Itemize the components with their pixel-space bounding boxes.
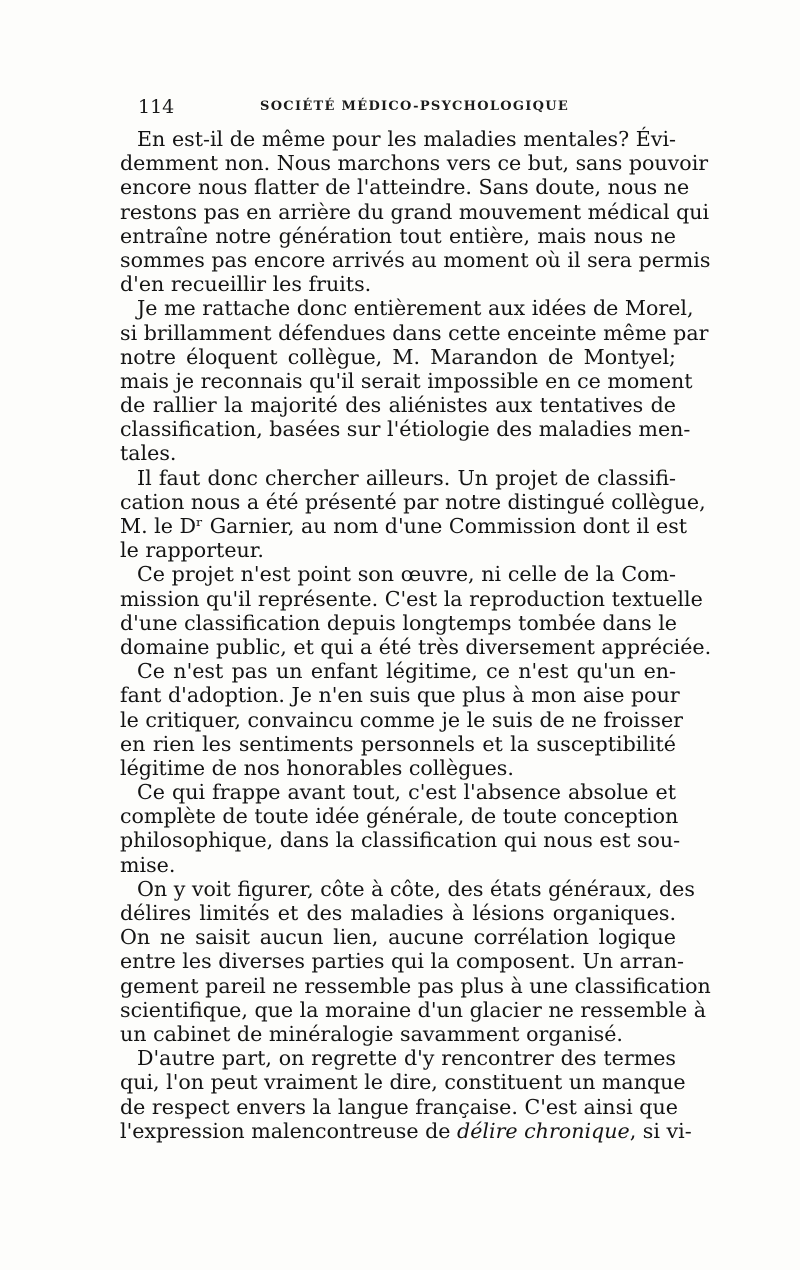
text-line: philosophique, dans la classification qui nous est sou- — [120, 828, 681, 853]
page-header — [120, 96, 680, 122]
text-line: d'une classification depuis longtemps tombée dans le — [120, 610, 677, 635]
page-number: 114 — [138, 96, 175, 118]
text-line: entraîne notre génération tout entière, mais nous ne — [120, 223, 676, 248]
text-line: demment non. Nous marchons vers ce but, sans pouvoir — [120, 151, 709, 176]
text-line: cation nous a été présenté par notre distingué collègue, — [120, 489, 706, 514]
text-line: complète de toute idée générale, de toute conception — [120, 804, 679, 829]
text-line: mission qu'il représente. C'est la reproduction textuelle — [120, 586, 703, 611]
text-line: classification, basées sur l'étiologie des maladies men- — [120, 417, 691, 442]
text-line: Ce qui frappe avant tout, c'est l'absence absolue et — [137, 780, 676, 805]
body-text — [120, 127, 712, 1143]
text-line: Ce n'est pas un enfant légitime, ce n'est qu'un en- — [137, 659, 676, 684]
text-line: Il faut donc chercher ailleurs. Un projet de classifi- — [137, 465, 676, 490]
text-line: Ce projet n'est point son œuvre, ni celle de la Com- — [137, 562, 676, 587]
text-line: en rien les sentiments personnels et la susceptibilité — [120, 731, 676, 756]
text-line: le critiquer, convaincu comme je le suis de ne froisser — [120, 707, 683, 732]
text-line: de rallier la majorité des aliénistes aux tentatives de — [120, 393, 676, 418]
text-line: si brillamment défendues dans cette enceinte même par — [120, 320, 709, 345]
text-line: qui, l'on peut vraiment le dire, constituent un manque — [120, 1070, 686, 1095]
running-head: SOCIÉTÉ MÉDICO-PSYCHOLOGIQUE — [260, 99, 570, 114]
text-line: mais je reconnais qu'il serait impossible en ce moment — [120, 368, 693, 393]
text-line: Je me rattache donc entièrement aux idées de Morel, — [137, 296, 694, 321]
text-line: notre éloquent collègue, M. Marandon de Montyel; — [120, 344, 676, 369]
text-line: M. le Dʳ Garnier, au nom d'une Commission dont il est — [120, 514, 688, 538]
text-line: fant d'adoption. Je n'en suis que plus à mon aise pour — [120, 683, 680, 708]
text-line: scientifique, que la moraine d'un glacier ne ressemble à — [120, 997, 707, 1022]
text-line: légitime de nos honorables collègues. — [120, 755, 514, 780]
text-line: un cabinet de minéralogie savamment organisé. — [120, 1021, 623, 1046]
text-line: le rapporteur. — [120, 538, 264, 563]
text-line: restons pas en arrière du grand mouvement médical qui — [120, 199, 710, 224]
text-line: de respect envers la langue française. C'est ainsi que — [120, 1094, 678, 1119]
text-line: encore nous flatter de l'atteindre. Sans doute, nous ne — [120, 175, 690, 200]
text-line: mise. — [120, 852, 176, 877]
text-line: tales. — [120, 441, 177, 466]
text-line: entre les diverses parties qui la composent. Un arran- — [120, 949, 685, 974]
text-line: d'en recueillir les fruits. — [120, 272, 372, 297]
text-line-last: l'expression malencontreuse de délire chronique, si vi- — [120, 1118, 692, 1143]
text-line: On ne saisit aucun lien, aucune corrélation logique — [120, 925, 676, 950]
text-line: sommes pas encore arrivés au moment où il sera permis — [120, 247, 711, 272]
text-line: gement pareil ne ressemble pas plus à une classification — [120, 973, 711, 998]
italic-term: délire chronique — [457, 1118, 630, 1143]
text-line: domaine public, et qui a été très diversement appréciée. — [120, 634, 712, 659]
text-line: On y voit figurer, côte à côte, des états généraux, des — [137, 876, 695, 901]
text-line: D'autre part, on regrette d'y rencontrer des termes — [137, 1046, 676, 1071]
text-line: délires limités et des maladies à lésions organiques. — [120, 901, 676, 925]
text-line: En est-il de même pour les maladies mentales? Évi- — [137, 127, 676, 151]
